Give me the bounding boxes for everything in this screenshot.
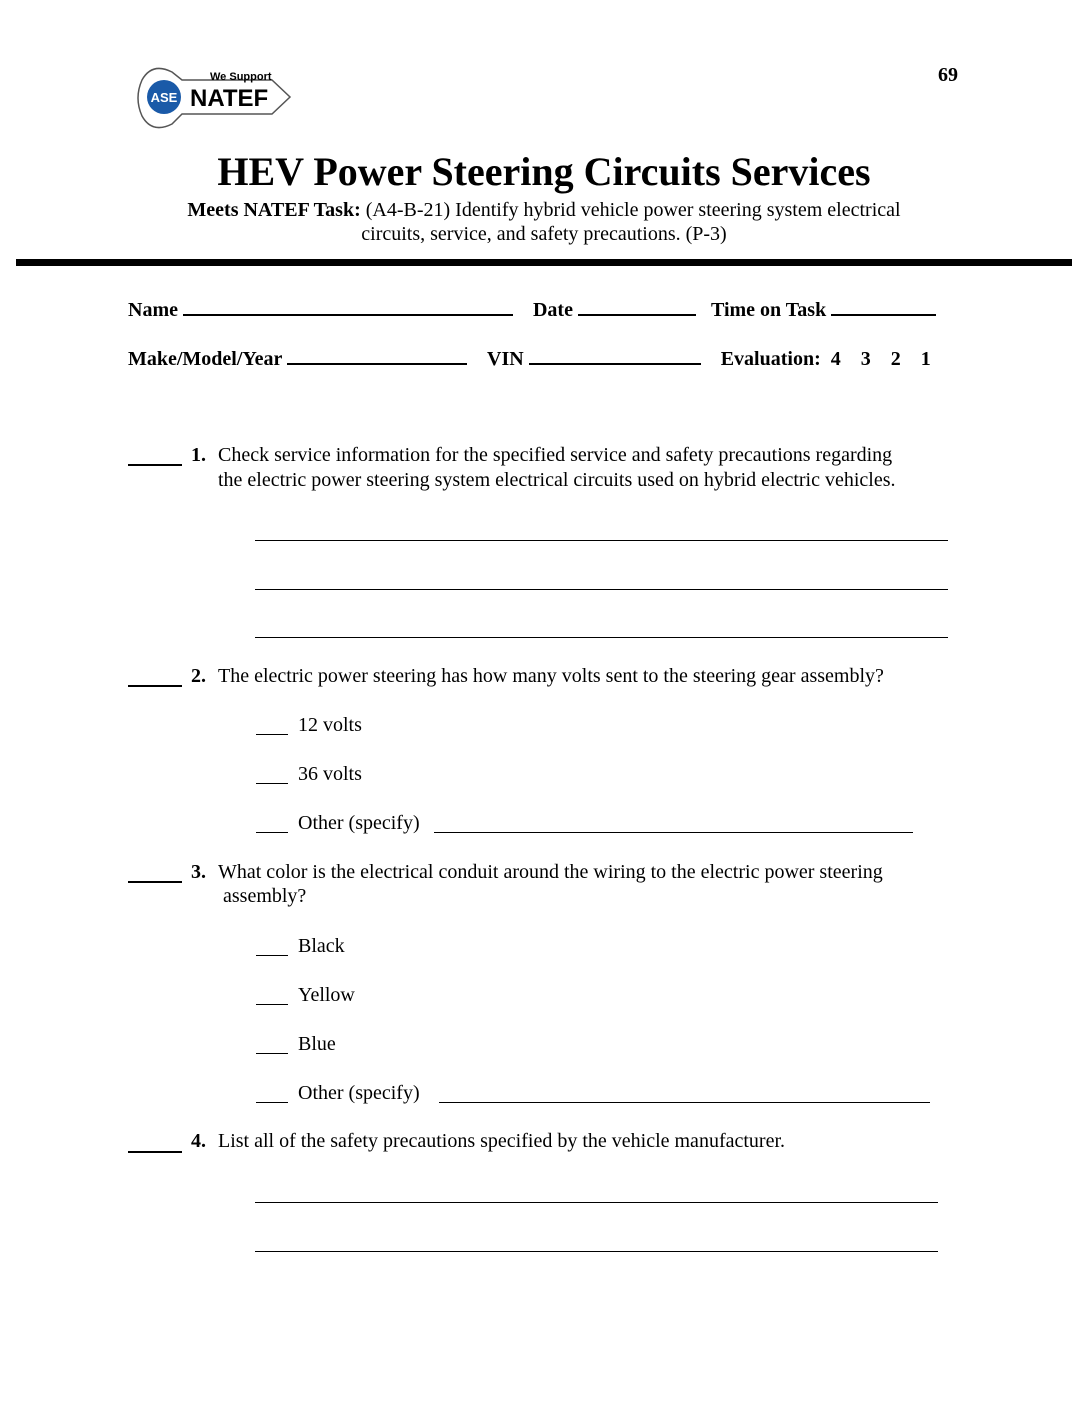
task-text-1: (A4-B-21) Identify hybrid vehicle power steering system electrical	[365, 199, 901, 221]
task-line-1	[0, 198, 1088, 222]
q1-answer-line[interactable]	[255, 589, 948, 590]
q2-option: Other (specify)	[298, 812, 420, 834]
time-field[interactable]	[831, 296, 936, 316]
page-title: HEV Power Steering Circuits Services	[217, 149, 871, 194]
natef-logo	[132, 60, 292, 142]
q3-option-blank[interactable]	[256, 1004, 288, 1005]
q2-specify-line[interactable]	[434, 832, 913, 833]
q2-option: 12 volts	[298, 714, 362, 736]
q3-option-blank[interactable]	[256, 955, 288, 956]
date-field[interactable]	[578, 296, 696, 316]
vin-label: VIN	[487, 348, 524, 370]
name-field[interactable]	[183, 296, 513, 316]
q2-option-blank[interactable]	[256, 734, 288, 735]
time-label: Time on Task	[710, 299, 827, 321]
logo-top-text: We Support	[210, 71, 272, 83]
q3-option: Other (specify)	[298, 1082, 420, 1104]
q2-text: The electric power steering has how many volts sent to the steering gear assembly?	[218, 665, 884, 687]
divider	[16, 259, 1072, 266]
q2-option: 36 volts	[298, 763, 362, 785]
task-line-2: circuits, service, and safety precautions. (P-3)	[361, 223, 727, 245]
q3-option-blank[interactable]	[256, 1102, 288, 1103]
q4-answer-line[interactable]	[255, 1251, 938, 1252]
q3-text: What color is the electrical conduit around the wiring to the electric power steering	[218, 861, 883, 883]
q3-number: 3.	[191, 861, 206, 883]
q2-number: 2.	[191, 665, 206, 687]
q3-option-blank[interactable]	[256, 1053, 288, 1054]
make-label: Make/Model/Year	[128, 348, 283, 370]
q1-number: 1.	[191, 444, 206, 466]
q1-text-2: the electric power steering system electrical circuits used on hybrid electric vehicles.	[218, 469, 896, 491]
score-4[interactable]: 4	[830, 348, 841, 370]
q3-option: Yellow	[298, 984, 355, 1006]
name-row	[128, 296, 936, 322]
q2-score-blank[interactable]	[128, 685, 182, 687]
make-field[interactable]	[287, 345, 467, 365]
q3-text-2: assembly?	[223, 885, 307, 907]
q4-text: List all of the safety precautions specified by the vehicle manufacturer.	[218, 1130, 786, 1152]
q1-text: Check service information for the specified service and safety precautions regarding	[218, 444, 893, 466]
page-number: 69	[938, 64, 958, 86]
q1-answer-line[interactable]	[255, 540, 948, 541]
score-3[interactable]: 3	[860, 348, 871, 370]
q3-score-blank[interactable]	[128, 881, 182, 883]
task-label: Meets NATEF Task:	[187, 199, 361, 221]
q4-number: 4.	[191, 1130, 206, 1152]
vehicle-row	[128, 345, 931, 371]
q4-answer-line[interactable]	[255, 1202, 938, 1203]
q3-specify-line[interactable]	[439, 1102, 930, 1103]
q3-option: Blue	[298, 1033, 336, 1055]
q3-option: Black	[298, 935, 345, 957]
vin-field[interactable]	[529, 345, 701, 365]
date-label: Date	[532, 299, 573, 321]
score-2[interactable]: 2	[890, 348, 901, 370]
logo-main-text: NATEF	[190, 85, 269, 112]
q2-option-blank[interactable]	[256, 832, 288, 833]
q4-score-blank[interactable]	[128, 1151, 182, 1153]
q1-answer-line[interactable]	[255, 637, 948, 638]
score-1[interactable]: 1	[920, 348, 931, 370]
q2-option-blank[interactable]	[256, 783, 288, 784]
q1-score-blank[interactable]	[128, 464, 182, 466]
evaluation-label: Evaluation:	[720, 348, 821, 370]
logo-badge: ASE	[150, 90, 178, 105]
name-label: Name	[128, 299, 178, 321]
